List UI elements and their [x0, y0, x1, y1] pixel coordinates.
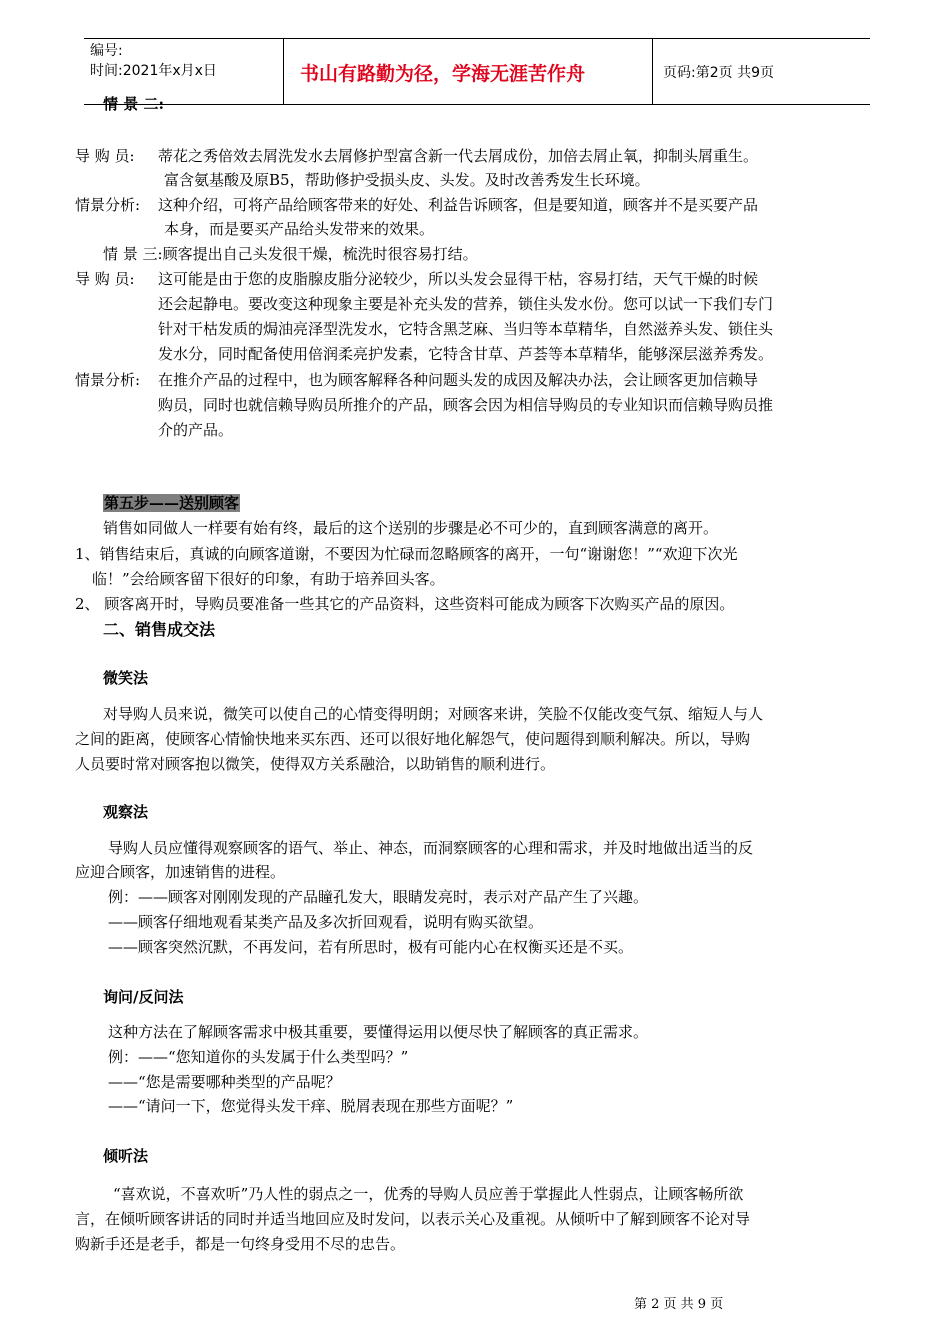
smile-line3: 人员要时常对顾客抱以微笑，使得双方关系融洽，以助销售的顺利进行。	[75, 755, 556, 773]
scene3-guide-line4: 发水分，同时配备使用倍润柔亮护发素，它特含甘草、芦荟等本草精华，能够深层滋养秀发。	[158, 345, 774, 363]
header-serial-label: 编号:	[90, 43, 123, 59]
scene2-heading: 情 景 二:	[103, 95, 164, 113]
observe-line3: 例：——顾客对刚刚发现的产品瞳孔发大，眼睛发亮时，表示对产品产生了兴趣。	[108, 888, 649, 906]
scene3-analysis-line2: 购员，同时也就信赖导购员所推介的产品，顾客会因为相信导购员的专业知识而信赖导购员推	[158, 396, 774, 414]
scene3-guide-label: 导 购 员:	[75, 270, 135, 288]
ask-line1: 这种方法在了解顾客需求中极其重要，要懂得运用以便尽快了解顾客的真正需求。	[108, 1023, 649, 1041]
scene3-analysis-line1: 在推介产品的过程中，也为顾客解释各种问题头发的成因及解决办法，会让顾客更加信赖导	[158, 371, 759, 389]
listen-line3: 购新手还是老手，都是一句终身受用不尽的忠告。	[75, 1235, 406, 1253]
smile-line1: 对导购人员来说，微笑可以使自己的心情变得明朗；对顾客来讲，笑脸不仅能改变气氛、缩短人与人	[103, 705, 764, 723]
ask-line4: ——“请问一下，您觉得头发干痒、脱屑表现在那些方面呢？”	[108, 1097, 514, 1115]
header-page-code: 页码:第2页 共9页	[663, 65, 774, 81]
ask-line2: 例：——“您知道你的头发属于什么类型吗？”	[108, 1048, 409, 1066]
smile-line2: 之间的距离，使顾客心情愉快地来买东西、还可以很好地化解怨气，使问题得到顺利解决。所以，导购	[75, 730, 751, 748]
listen-heading: 倾听法	[103, 1147, 149, 1165]
smile-heading: 微笑法	[103, 669, 149, 687]
observe-line2: 应迎合顾客，加速销售的进程。	[75, 863, 286, 881]
scene2-guide-label: 导 购 员:	[75, 147, 135, 165]
step5-item2: 2、 顾客离开时，导购员要准备一些其它的产品资料，这些资料可能成为顾客下次购买产品的原因。	[75, 595, 735, 613]
scene2-guide-line2: 富含氨基酸及原B5，帮助修护受损头皮、头发。及时改善秀发生长环境。	[164, 171, 650, 189]
scene2-analysis-line2: 本身，而是要买产品给头发带来的效果。	[164, 220, 435, 238]
scene3-guide-line2: 还会起静电。要改变这种现象主要是补充头发的营养，锁住头发水份。您可以试一下我们专门	[158, 295, 774, 313]
scene3-analysis-line3: 介的产品。	[158, 421, 234, 439]
header-top-border	[84, 38, 870, 39]
step5-item1-line1: 1、销售结束后，真诚的向顾客道谢，不要因为忙碌而忽略顾客的离开，一句“谢谢您！”“欢迎下次光	[75, 545, 738, 563]
listen-line2: 言，在倾听顾客讲话的同时并适当地回应及时发问，以表示关心及重视。从倾听中了解到顾客不论对导	[75, 1210, 751, 1228]
section2-heading: 二、销售成交法	[103, 620, 216, 639]
header-bottom-border	[84, 104, 870, 105]
header-date: 时间:2021年x月x日	[90, 63, 217, 79]
step5-intro: 销售如同做人一样要有始有终，最后的这个送别的步骤是必不可少的，直到顾客满意的离开。	[103, 519, 719, 537]
ask-heading: 询问/反问法	[103, 988, 184, 1006]
observe-line5: ——顾客突然沉默，不再发问，若有所思时，极有可能内心在权衡买还是不买。	[108, 938, 634, 956]
ask-line3: ——“您是需要哪种类型的产品呢？	[108, 1073, 341, 1091]
step5-heading	[103, 492, 240, 513]
step5-item1-line2: 临！”会给顾客留下很好的印象，有助于培养回头客。	[92, 570, 445, 588]
observe-line1: 导购人员应懂得观察顾客的语气、举止、神态，而洞察顾客的心理和需求，并及时地做出适当的反	[108, 839, 754, 857]
observe-heading: 观察法	[103, 803, 149, 821]
observe-line4: ——顾客仔细地观看某类产品及多次折回观看，说明有购买欲望。	[108, 913, 544, 931]
scene3-analysis-label: 情景分析:	[75, 371, 141, 389]
scene3-guide-line1: 这可能是由于您的皮脂腺皮脂分泌较少，所以头发会显得干枯，容易打结，天气干燥的时候	[158, 270, 759, 288]
step5-heading-text: 第五步——送别顾客	[104, 494, 240, 512]
scene2-guide-line1: 蒂花之秀倍效去屑洗发水去屑修护型富含新一代去屑成份，加倍去屑止氧，抑制头屑重生。	[158, 147, 759, 165]
listen-line1: “喜欢说，不喜欢听”乃人性的弱点之一，优秀的导购人员应善于掌握此人性弱点，让顾客畅所欲	[113, 1185, 744, 1203]
scene2-analysis-label: 情景分析:	[75, 196, 141, 214]
scene3-guide-line3: 针对干枯发质的焗油亮泽型洗发水，它特含黑芝麻、当归等本草精华，自然滋养头发、锁住头	[158, 320, 774, 338]
footer-page-number: 第 2 页 共 9 页	[634, 1297, 724, 1312]
header-motto: 书山有路勤为径，学海无涯苦作舟	[300, 63, 586, 85]
scene3-heading: 情 景 三:顾客提出自己头发很干燥，梳洗时很容易打结。	[103, 245, 478, 263]
header-divider-right	[652, 38, 653, 105]
scene2-analysis-line1: 这种介绍，可将产品给顾客带来的好处、利益告诉顾客，但是要知道，顾客并不是买要产品	[158, 196, 759, 214]
header-divider-left	[283, 38, 284, 105]
